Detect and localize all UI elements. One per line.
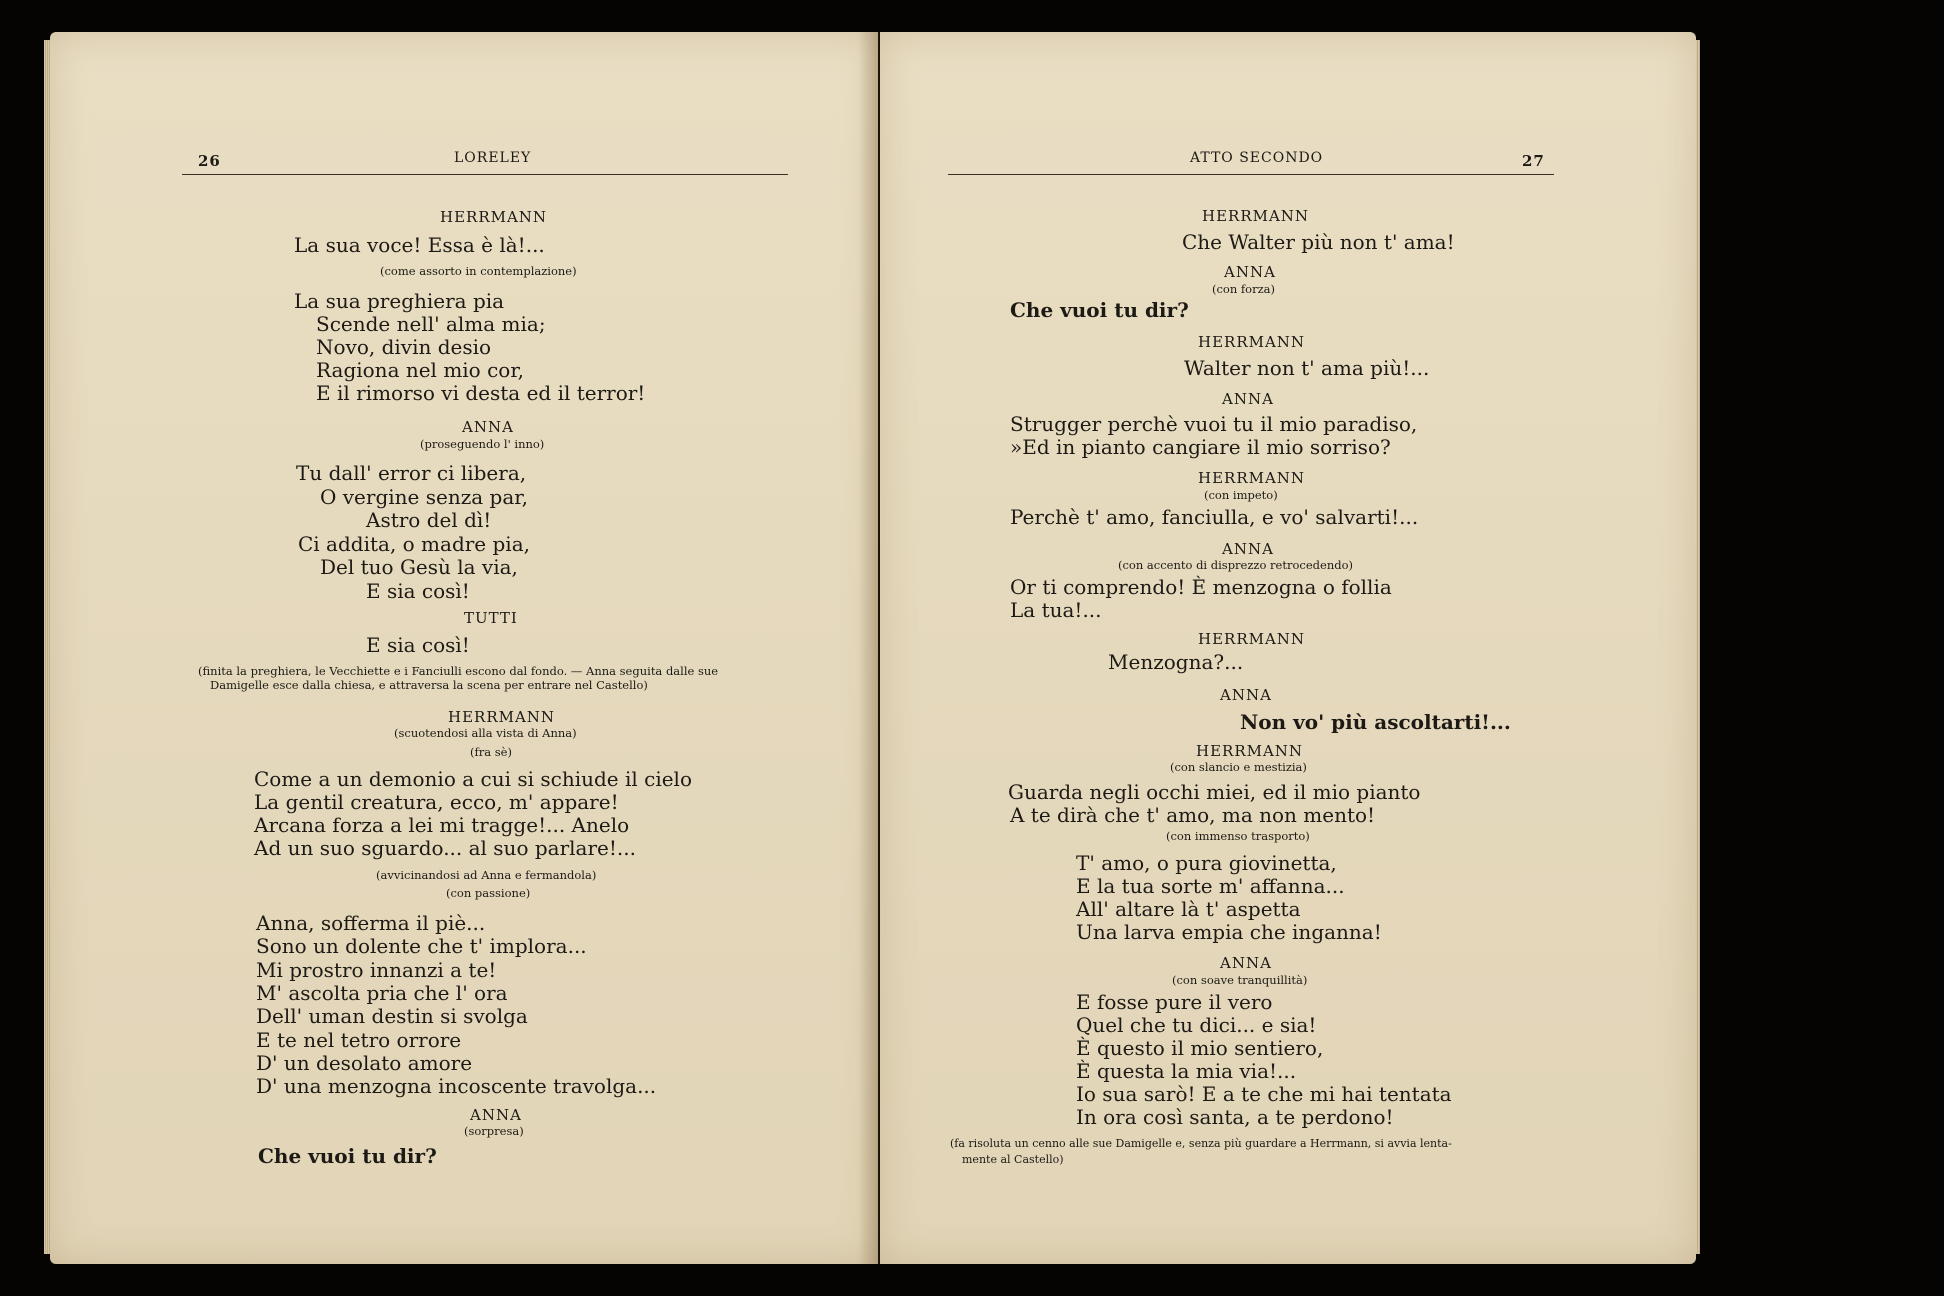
verse-line: Dell' uman destin si svolga — [256, 1004, 528, 1028]
stage-direction: (sorpresa) — [464, 1124, 524, 1138]
verse-line: M' ascolta pria che l' ora — [256, 981, 508, 1005]
verse-line: Mi prostro innanzi a te! — [256, 958, 497, 982]
speaker-anna: ANNA — [1222, 390, 1274, 408]
speaker-anna: ANNA — [1220, 954, 1272, 972]
stage-direction: mente al Castello) — [962, 1153, 1064, 1166]
verse-line: D' un desolato amore — [256, 1051, 473, 1075]
verse-line: T' amo, o pura giovinetta, — [1076, 851, 1337, 875]
left-page — [50, 32, 878, 1264]
verse-line: Non vo' più ascoltarti!... — [1240, 710, 1511, 734]
speaker-herrmann: HERRMANN — [1196, 742, 1304, 760]
verse-line: La sua preghiera pia — [294, 289, 505, 313]
verse-line: Io sua sarò! E a te che mi hai tentata — [1076, 1082, 1452, 1106]
speaker-herrmann: HERRMANN — [1198, 333, 1306, 351]
right-page-number: 27 — [1522, 152, 1545, 170]
left-running-head: LORELEY — [454, 150, 532, 166]
verse-line: Come a un demonio a cui si schiude il cielo — [254, 767, 692, 791]
verse-line: Ad un suo sguardo... al suo parlare!... — [254, 836, 636, 860]
stage-direction: (con slancio e mestizia) — [1170, 760, 1307, 774]
speaker-tutti: TUTTI — [464, 609, 518, 627]
stage-direction: (proseguendo l' inno) — [420, 437, 545, 451]
verse-line: Che Walter più non t' ama! — [1182, 230, 1455, 254]
verse-line: Menzogna?... — [1108, 650, 1244, 674]
verse-line: Ci addita, o madre pia, — [298, 532, 530, 556]
verse-line: Del tuo Gesù la via, — [320, 555, 518, 579]
right-page — [880, 32, 1696, 1264]
verse-line: Anna, sofferma il piè... — [256, 911, 486, 935]
stage-direction: (come assorto in contemplazione) — [380, 264, 577, 278]
left-page-number: 26 — [198, 152, 221, 170]
stage-direction: (con soave tranquillità) — [1172, 973, 1308, 987]
verse-line: A te dirà che t' amo, ma non mento! — [1010, 803, 1376, 827]
speaker-anna: ANNA — [1222, 540, 1274, 558]
right-header-rule — [948, 174, 1554, 175]
verse-line: La gentil creatura, ecco, m' appare! — [254, 790, 619, 814]
verse-line: Perchè t' amo, fanciulla, e vo' salvarti!... — [1010, 505, 1419, 529]
verse-line: Strugger perchè vuoi tu il mio paradiso, — [1010, 412, 1418, 436]
verse-line: Astro del dì! — [366, 508, 492, 532]
verse-line: E il rimorso vi desta ed il terror! — [316, 381, 646, 405]
verse-line: Che vuoi tu dir? — [258, 1144, 437, 1168]
verse-line: Novo, divin desio — [316, 335, 492, 359]
verse-line: Guarda negli occhi miei, ed il mio pianto — [1008, 780, 1421, 804]
speaker-herrmann: HERRMANN — [1198, 469, 1306, 487]
stage-direction: Damigelle esce dalla chiesa, e attraversa la scena per entrare nel Castello) — [210, 678, 648, 692]
verse-line: Quel che tu dici... e sia! — [1076, 1013, 1317, 1037]
verse-line: E fosse pure il vero — [1076, 990, 1273, 1014]
stage-direction: (con impeto) — [1204, 488, 1278, 502]
verse-line: Arcana forza a lei mi tragge!... Anelo — [254, 813, 630, 837]
verse-line: Sono un dolente che t' implora... — [256, 934, 587, 958]
verse-line: La tua!... — [1010, 598, 1102, 622]
stage-direction: (scuotendosi alla vista di Anna) — [394, 726, 577, 740]
stage-direction: (con immenso trasporto) — [1166, 829, 1310, 843]
verse-line: Or ti comprendo! È menzogna o follia — [1010, 575, 1392, 599]
stage-direction: (fa risoluta un cenno alle sue Damigelle e, senza più guardare a Herrmann, si avvia lenta- — [950, 1137, 1452, 1150]
verse-line: Ragiona nel mio cor, — [316, 358, 525, 382]
verse-line: E sia così! — [366, 633, 470, 657]
verse-line: È questa la mia via!... — [1076, 1059, 1297, 1083]
stage-direction: (avvicinandosi ad Anna e fermandola) — [376, 868, 597, 882]
verse-line: E sia così! — [366, 579, 470, 603]
speaker-anna: ANNA — [470, 1106, 522, 1124]
speaker-herrmann: HERRMANN — [448, 708, 556, 726]
speaker-anna: ANNA — [1220, 686, 1272, 704]
stage-direction: (con accento di disprezzo retrocedendo) — [1118, 558, 1353, 572]
verse-line: »Ed in pianto cangiare il mio sorriso? — [1010, 435, 1391, 459]
stage-direction: (finita la preghiera, le Vecchiette e i Fanciulli escono dal fondo. — Anna seguita dalle sue — [198, 664, 719, 678]
verse-line: Walter non t' ama più!... — [1184, 356, 1430, 380]
verse-line: Tu dall' error ci libera, — [296, 461, 527, 485]
verse-line: All' altare là t' aspetta — [1076, 897, 1301, 921]
speaker-herrmann: HERRMANN — [440, 208, 548, 226]
verse-line: In ora così santa, a te perdono! — [1076, 1105, 1394, 1129]
verse-line: Scende nell' alma mia; — [316, 312, 546, 336]
verse-line: D' una menzogna incoscente travolga... — [256, 1074, 657, 1098]
verse-line: È questo il mio sentiero, — [1076, 1036, 1324, 1060]
stage-direction: (fra sè) — [470, 745, 512, 759]
verse-line: Una larva empia che inganna! — [1076, 920, 1382, 944]
verse-line: Che vuoi tu dir? — [1010, 298, 1189, 322]
verse-line: E te nel tetro orrore — [256, 1028, 462, 1052]
speaker-anna: ANNA — [462, 418, 514, 436]
right-running-head: ATTO SECONDO — [1190, 150, 1324, 166]
verse-line: E la tua sorte m' affanna... — [1076, 874, 1345, 898]
speaker-anna: ANNA — [1224, 263, 1276, 281]
verse-line: La sua voce! Essa è là!... — [294, 233, 545, 257]
left-header-rule — [182, 174, 788, 175]
speaker-herrmann: HERRMANN — [1198, 630, 1306, 648]
stage-direction: (con forza) — [1212, 282, 1275, 296]
stage-direction: (con passione) — [446, 886, 531, 900]
verse-line: O vergine senza par, — [320, 485, 528, 509]
speaker-herrmann: HERRMANN — [1202, 207, 1310, 225]
